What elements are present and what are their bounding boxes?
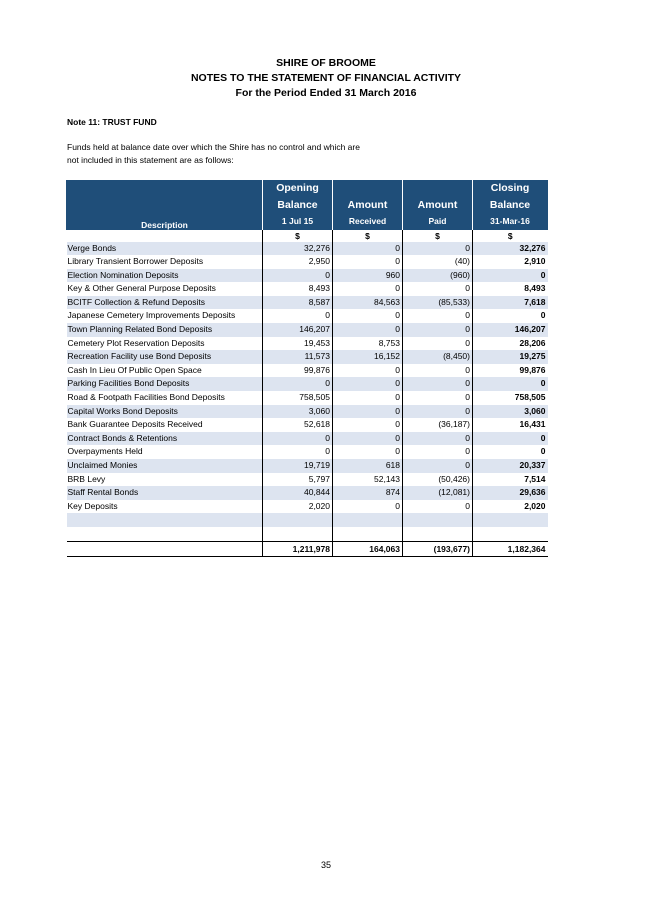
- row-opening-balance: 8,493: [263, 282, 333, 296]
- col-header-received-l2: Received: [348, 216, 387, 226]
- total-amount-received: 164,063: [333, 541, 403, 556]
- row-description: Key & Other General Purpose Deposits: [67, 282, 263, 296]
- row-opening-balance: 32,276: [263, 242, 333, 256]
- row-amount-paid: 0: [403, 445, 473, 459]
- row-opening-balance: 0: [263, 309, 333, 323]
- totals-row: [67, 541, 548, 556]
- row-amount-received: 0: [333, 432, 403, 446]
- row-opening-balance: 8,587: [263, 296, 333, 310]
- row-amount-paid: 0: [403, 405, 473, 419]
- table-row: [67, 473, 548, 487]
- units-cell-paid: $: [403, 230, 473, 242]
- table-row: [67, 500, 548, 514]
- row-amount-received: 0: [333, 500, 403, 514]
- col-header-opening-l2: Balance: [277, 198, 318, 211]
- row-amount-received: 84,563: [333, 296, 403, 310]
- col-header-closing-l1: Closing: [490, 182, 530, 194]
- units-cell-opening: $: [263, 230, 333, 242]
- row-amount-paid: 0: [403, 364, 473, 378]
- col-header-paid-l2: Paid: [428, 216, 447, 226]
- row-amount-paid: 0: [403, 377, 473, 391]
- table-header-row: [67, 180, 548, 230]
- row-opening-balance: 11,573: [263, 350, 333, 364]
- blank-cell: [333, 527, 403, 541]
- row-description: Library Transient Borrower Deposits: [67, 255, 263, 269]
- row-description: Unclaimed Monies: [67, 459, 263, 473]
- row-amount-received: 0: [333, 445, 403, 459]
- row-amount-received: 0: [333, 323, 403, 337]
- intro-line-2: not included in this statement are as follows:: [67, 154, 234, 165]
- row-amount-paid: (960): [403, 269, 473, 283]
- units-cell-received: $: [333, 230, 403, 242]
- row-closing-balance: 7,514: [473, 473, 548, 487]
- row-amount-received: 16,152: [333, 350, 403, 364]
- row-opening-balance: 52,618: [263, 418, 333, 432]
- blank-cell: [473, 527, 548, 541]
- row-closing-balance: 3,060: [473, 405, 548, 419]
- report-title-period: For the Period Ended 31 March 2016: [235, 87, 417, 99]
- blank-cell: [403, 513, 473, 527]
- row-description: Town Planning Related Bond Deposits: [67, 323, 263, 337]
- row-amount-received: 0: [333, 255, 403, 269]
- row-description: Verge Bonds: [67, 242, 263, 256]
- row-amount-received: 0: [333, 391, 403, 405]
- row-opening-balance: 0: [263, 432, 333, 446]
- row-closing-balance: 0: [473, 269, 548, 283]
- intro-text: [67, 141, 427, 166]
- row-amount-received: 618: [333, 459, 403, 473]
- row-amount-paid: 0: [403, 391, 473, 405]
- row-description: Parking Facilities Bond Deposits: [67, 377, 263, 391]
- blank-cell: [263, 513, 333, 527]
- row-description: Capital Works Bond Deposits: [67, 405, 263, 419]
- row-closing-balance: 2,910: [473, 255, 548, 269]
- table-row: [67, 377, 548, 391]
- row-description: BRB Levy: [67, 473, 263, 487]
- row-opening-balance: 146,207: [263, 323, 333, 337]
- units-cell-closing: $: [473, 230, 548, 242]
- row-closing-balance: 19,275: [473, 350, 548, 364]
- row-amount-received: 8,753: [333, 337, 403, 351]
- table-row: [67, 445, 548, 459]
- row-amount-received: 0: [333, 364, 403, 378]
- row-opening-balance: 3,060: [263, 405, 333, 419]
- row-amount-received: 0: [333, 377, 403, 391]
- row-amount-paid: 0: [403, 500, 473, 514]
- row-amount-received: 0: [333, 405, 403, 419]
- row-opening-balance: 0: [263, 445, 333, 459]
- col-header-closing-l2: Balance: [489, 198, 531, 211]
- row-amount-received: 0: [333, 282, 403, 296]
- row-amount-paid: 0: [403, 309, 473, 323]
- row-closing-balance: 20,337: [473, 459, 548, 473]
- row-amount-paid: (12,081): [403, 486, 473, 500]
- report-title-shire: SHIRE OF BROOME: [276, 57, 376, 69]
- col-header-opening-balance: [263, 180, 333, 230]
- row-opening-balance: 2,020: [263, 500, 333, 514]
- row-closing-balance: 29,636: [473, 486, 548, 500]
- row-opening-balance: 19,453: [263, 337, 333, 351]
- table-row: [67, 282, 548, 296]
- row-description: BCITF Collection & Refund Deposits: [67, 296, 263, 310]
- table-row: [67, 296, 548, 310]
- col-header-opening-l3: 1 Jul 15: [281, 216, 314, 226]
- row-amount-received: 960: [333, 269, 403, 283]
- table-row: [67, 405, 548, 419]
- col-header-description: Description: [67, 180, 263, 230]
- row-description: Road & Footpath Facilities Bond Deposits: [67, 391, 263, 405]
- row-closing-balance: 0: [473, 432, 548, 446]
- row-amount-paid: (8,450): [403, 350, 473, 364]
- units-cell-blank: [67, 230, 263, 242]
- row-description: Recreation Facility use Bond Deposits: [67, 350, 263, 364]
- note-heading: Note 11: TRUST FUND: [67, 117, 157, 127]
- row-description: Overpayments Held: [67, 445, 263, 459]
- blank-cell: [67, 513, 263, 527]
- blank-cell: [473, 513, 548, 527]
- table-row: [67, 432, 548, 446]
- table-body: [67, 230, 548, 557]
- row-closing-balance: 16,431: [473, 418, 548, 432]
- row-closing-balance: 758,505: [473, 391, 548, 405]
- table-row: [67, 323, 548, 337]
- col-header-amount-received: [333, 180, 403, 230]
- row-closing-balance: 0: [473, 309, 548, 323]
- row-closing-balance: 7,618: [473, 296, 548, 310]
- row-amount-paid: 0: [403, 242, 473, 256]
- row-closing-balance: 2,020: [473, 500, 548, 514]
- blank-cell: [67, 527, 263, 541]
- row-description: Japanese Cemetery Improvements Deposits: [67, 309, 263, 323]
- row-closing-balance: 28,206: [473, 337, 548, 351]
- row-closing-balance: 0: [473, 377, 548, 391]
- table-row: [67, 486, 548, 500]
- row-opening-balance: 2,950: [263, 255, 333, 269]
- row-amount-received: 874: [333, 486, 403, 500]
- row-amount-paid: (50,426): [403, 473, 473, 487]
- blank-cell: [263, 527, 333, 541]
- table-row: [67, 350, 548, 364]
- table-row: [67, 418, 548, 432]
- row-description: Staff Rental Bonds: [67, 486, 263, 500]
- row-amount-paid: (85,533): [403, 296, 473, 310]
- blank-row: [67, 527, 548, 541]
- table-row: [67, 391, 548, 405]
- col-header-received-l1: Amount: [347, 198, 388, 211]
- table-row: [67, 269, 548, 283]
- row-description: Cash In Lieu Of Public Open Space: [67, 364, 263, 378]
- row-description: Bank Guarantee Deposits Received: [67, 418, 263, 432]
- row-amount-paid: (36,187): [403, 418, 473, 432]
- row-amount-received: 0: [333, 242, 403, 256]
- total-opening-balance: 1,211,978: [263, 541, 333, 556]
- page-number: 35: [320, 860, 331, 870]
- row-opening-balance: 99,876: [263, 364, 333, 378]
- row-amount-received: 0: [333, 309, 403, 323]
- total-amount-paid: (193,677): [403, 541, 473, 556]
- col-header-amount-paid: [403, 180, 473, 230]
- row-opening-balance: 5,797: [263, 473, 333, 487]
- report-title-notes: NOTES TO THE STATEMENT OF FINANCIAL ACTIVITY: [190, 72, 462, 84]
- row-closing-balance: 0: [473, 445, 548, 459]
- row-closing-balance: 99,876: [473, 364, 548, 378]
- units-row: [67, 230, 548, 242]
- row-amount-paid: 0: [403, 282, 473, 296]
- row-opening-balance: 40,844: [263, 486, 333, 500]
- intro-line-1: Funds held at balance date over which the Shire has no control and which are: [67, 142, 360, 152]
- table-row: [67, 309, 548, 323]
- blank-cell: [403, 527, 473, 541]
- row-description: Contract Bonds & Retentions: [67, 432, 263, 446]
- row-amount-paid: 0: [403, 337, 473, 351]
- row-amount-paid: (40): [403, 255, 473, 269]
- row-closing-balance: 32,276: [473, 242, 548, 256]
- col-header-opening-l1: Opening: [276, 182, 319, 194]
- col-header-paid-l1: Amount: [417, 198, 458, 211]
- table-row: [67, 337, 548, 351]
- table-row: [67, 242, 548, 256]
- table-row: [67, 255, 548, 269]
- blank-cell: [333, 513, 403, 527]
- total-label-cell: [67, 541, 263, 556]
- table-row: [67, 459, 548, 473]
- row-amount-paid: 0: [403, 432, 473, 446]
- col-header-closing-balance: [473, 180, 548, 230]
- col-header-closing-l3: 31-Mar-16: [490, 216, 530, 226]
- row-opening-balance: 19,719: [263, 459, 333, 473]
- row-closing-balance: 8,493: [473, 282, 548, 296]
- row-opening-balance: 758,505: [263, 391, 333, 405]
- row-closing-balance: 146,207: [473, 323, 548, 337]
- row-amount-received: 0: [333, 418, 403, 432]
- row-description: Cemetery Plot Reservation Deposits: [67, 337, 263, 351]
- row-opening-balance: 0: [263, 269, 333, 283]
- table-row: [67, 364, 548, 378]
- row-amount-paid: 0: [403, 459, 473, 473]
- blank-row: [67, 513, 548, 527]
- row-opening-balance: 0: [263, 377, 333, 391]
- total-closing-balance: 1,182,364: [473, 541, 548, 556]
- row-amount-paid: 0: [403, 323, 473, 337]
- row-description: Election Nomination Deposits: [67, 269, 263, 283]
- row-description: Key Deposits: [67, 500, 263, 514]
- trust-fund-table: [66, 180, 548, 557]
- row-amount-received: 52,143: [333, 473, 403, 487]
